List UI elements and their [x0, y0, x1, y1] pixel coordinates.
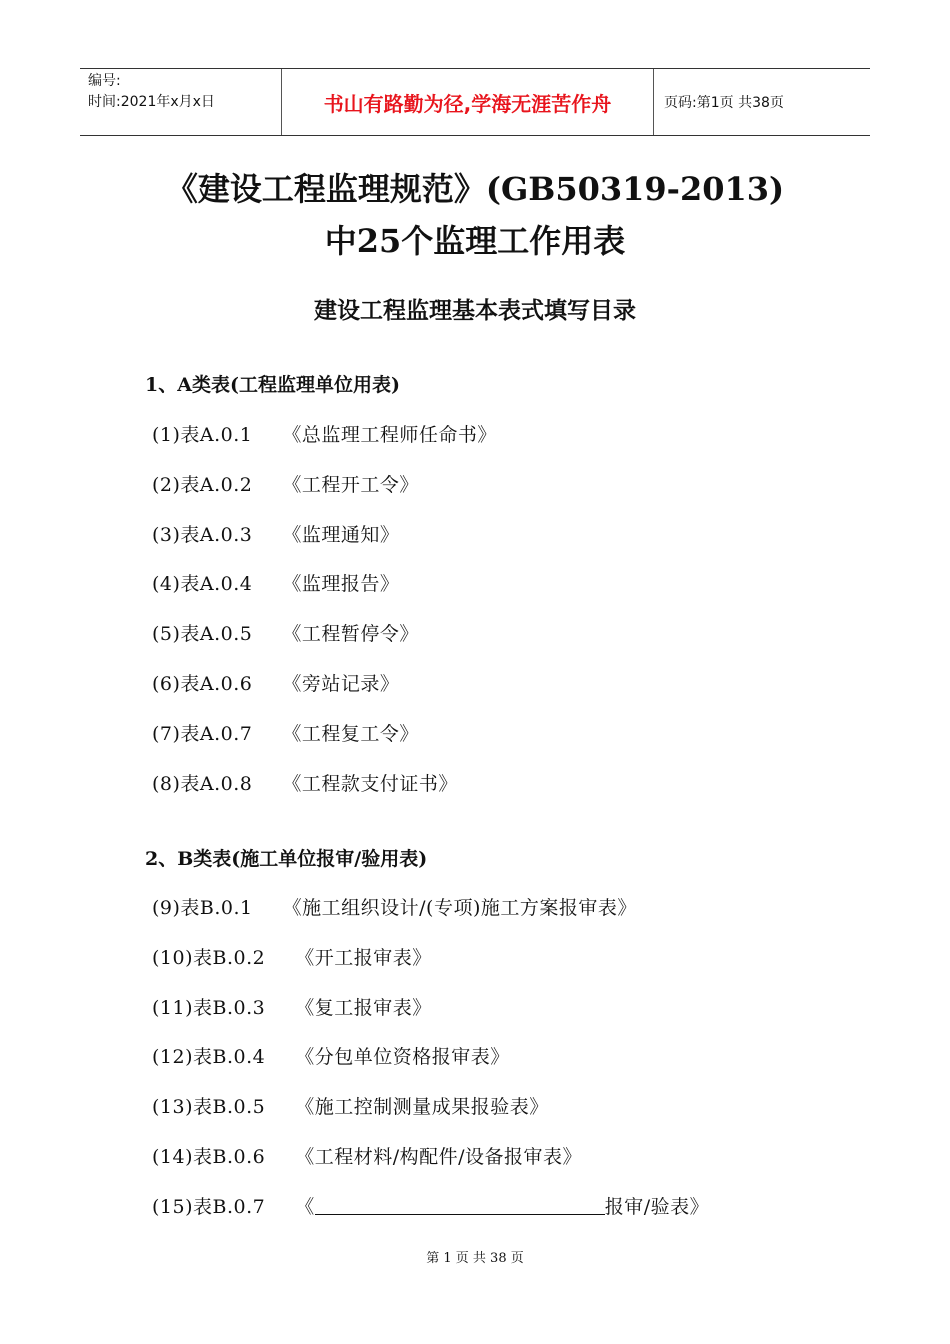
item-code: 表A.0.2 [180, 473, 253, 496]
item-name: 《工程款支付证书》 [282, 772, 458, 795]
item-number: (11) [152, 996, 194, 1019]
item-code: 表A.0.6 [180, 673, 253, 695]
list-item [152, 1092, 549, 1119]
motto-cell [282, 69, 654, 135]
page-footer: 第 1 页 共 38 页 [426, 1251, 524, 1266]
item-number: (15) [152, 1196, 194, 1218]
section-a-heading: 1、A类表(工程监理单位用表) [145, 374, 400, 396]
item-number: (9) [152, 897, 181, 919]
list-item [152, 470, 419, 497]
document-subtitle: 建设工程监理基本表式填写目录 [314, 297, 636, 324]
page-label: 页码:第1页 共38页 [664, 95, 784, 111]
item-code: 表B.0.3 [193, 996, 266, 1019]
item-code: 表A.0.1 [180, 424, 253, 446]
page-number-cell [654, 69, 870, 135]
item-code: 表A.0.4 [180, 573, 253, 596]
item-name: 《工程材料/构配件/设备报审表》 [295, 1146, 583, 1168]
item-number: (8) [152, 772, 181, 795]
list-item [152, 769, 458, 796]
list-item [152, 619, 419, 646]
list-item [152, 569, 399, 596]
header-info-cell [80, 69, 282, 135]
item-name: 《复工报审表》 [295, 996, 432, 1019]
list-item [152, 893, 637, 920]
item-code: 表A.0.3 [180, 523, 253, 546]
item-name: 《工程开工令》 [282, 473, 419, 496]
item-number: (2) [152, 473, 181, 496]
item-number: (12) [152, 1046, 194, 1069]
section-b-heading: 2、B类表(施工单位报审/验用表) [145, 848, 428, 870]
item-name: 《施工控制测量成果报验表》 [295, 1096, 549, 1119]
item-name: 《监理通知》 [282, 523, 400, 546]
item-code: 表A.0.8 [180, 772, 253, 795]
document-title-line1: 《建设工程监理规范》(GB50319-2013) [165, 170, 785, 208]
fill-in-blank [315, 1196, 605, 1215]
item-number: (4) [152, 573, 181, 596]
list-item [152, 719, 419, 746]
list-item [152, 669, 399, 696]
item-number: (1) [152, 424, 181, 446]
item-number: (3) [152, 523, 181, 546]
item-name-open: 《 [295, 1196, 315, 1218]
item-name: 《工程复工令》 [282, 722, 419, 745]
motto-text: 书山有路勤为径,学海无涯苦作舟 [323, 91, 612, 116]
item-code: 表B.0.5 [193, 1096, 266, 1119]
list-item [152, 520, 399, 547]
item-code: 表B.0.2 [193, 946, 266, 969]
item-name: 《旁站记录》 [282, 673, 400, 695]
list-item [152, 1042, 510, 1069]
list-item [152, 420, 497, 447]
item-number: (6) [152, 673, 181, 695]
item-code: 表B.0.6 [193, 1146, 266, 1168]
item-code: 表A.0.7 [180, 722, 253, 745]
header-table [80, 68, 870, 136]
item-name: 《分包单位资格报审表》 [295, 1046, 510, 1069]
document-title-line2: 中25个监理工作用表 [324, 222, 626, 260]
item-name: 《总监理工程师任命书》 [282, 424, 497, 446]
item-number: (5) [152, 623, 181, 646]
item-name-close: 报审/验表》 [604, 1196, 710, 1218]
number-label: 编号: [88, 73, 121, 89]
item-code: 表A.0.5 [180, 623, 253, 646]
item-number: (10) [152, 946, 194, 969]
item-code: 表B.0.7 [193, 1196, 266, 1218]
item-code: 表B.0.1 [180, 897, 253, 919]
list-item [152, 1192, 709, 1219]
time-label: 时间:2021年x月x日 [88, 94, 215, 110]
list-item [152, 1142, 582, 1169]
item-name: 《开工报审表》 [295, 946, 432, 969]
list-item [152, 993, 432, 1020]
item-number: (7) [152, 722, 181, 745]
item-number: (14) [152, 1146, 194, 1168]
list-item [152, 943, 432, 970]
item-name: 《工程暂停令》 [282, 623, 419, 646]
item-name: 《施工组织设计/(专项)施工方案报审表》 [282, 897, 637, 919]
item-number: (13) [152, 1096, 194, 1119]
item-name: 《监理报告》 [282, 573, 400, 596]
item-code: 表B.0.4 [193, 1046, 266, 1069]
